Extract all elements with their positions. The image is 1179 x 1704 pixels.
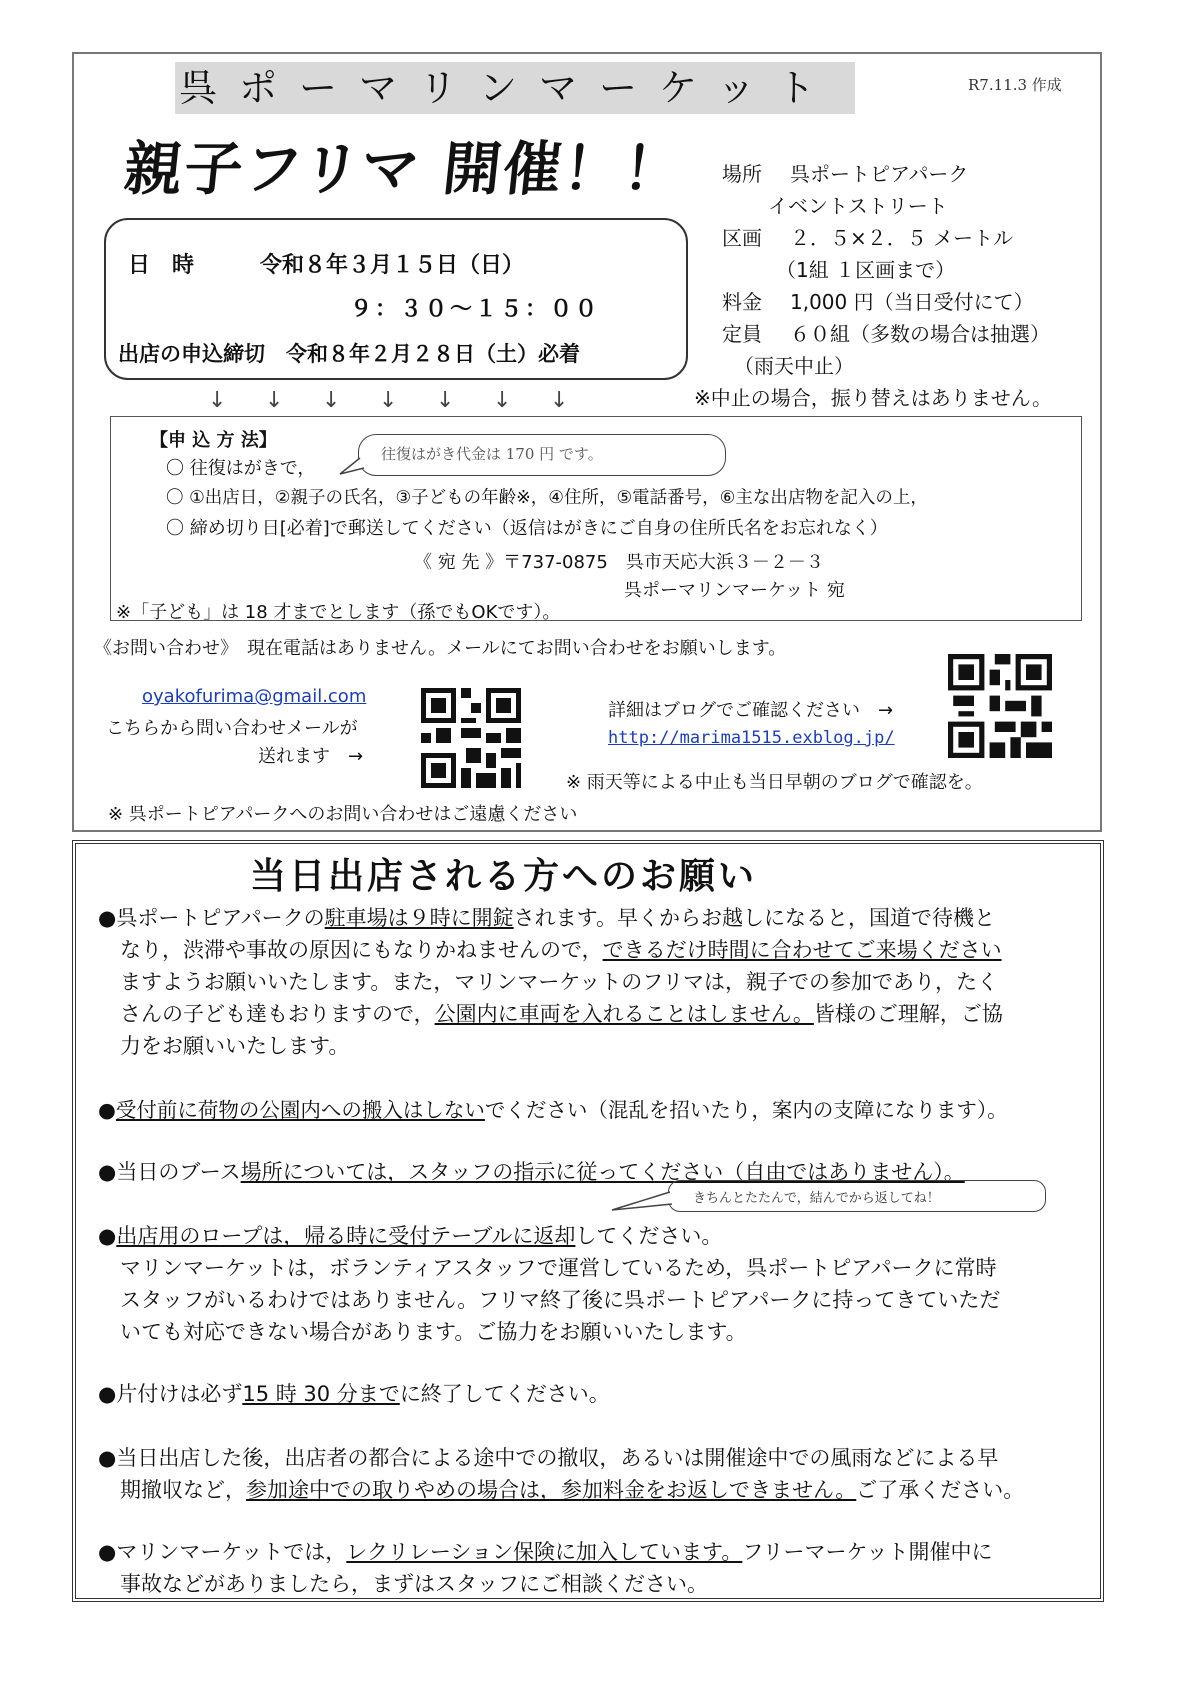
request-1-underline-a: 駐車場は９時に開錠	[324, 906, 514, 930]
place-value-2: イベントストリート	[768, 194, 948, 218]
arrow-down-icon: ↓	[436, 388, 455, 413]
deadline: 出店の申込締切 令和８年２月２８日（土）必着	[118, 342, 580, 366]
request-2	[98, 1094, 1008, 1126]
bullet: ●	[98, 1224, 117, 1248]
park-inquiry-note: ※ 呉ポートピアパークへのお問い合わせはご遠慮ください	[108, 804, 578, 825]
request-1-line-3: ますようお願いいたします。また，マリンマーケットのフリマは，親子での参加であり，たく	[120, 970, 999, 994]
arrow-down-icon: ↓	[379, 388, 398, 413]
request-4-text: してください。	[575, 1224, 723, 1248]
request-4-line-4: いても対応できない場合があります。ご協力をお願いいたします。	[120, 1320, 747, 1344]
fee-value: 1,000 円（当日受付にて）	[790, 290, 1034, 314]
application-item-3: 〇 締め切り日[必着]で郵送してください（返信はがきにご自身の住所氏名をお忘れなく）	[166, 518, 888, 539]
request-4-line-1	[98, 1220, 722, 1252]
email-note-2: 送れます →	[258, 746, 364, 767]
date-label: 日 時	[128, 253, 195, 278]
requests-title: 当日出店される方へのお願い	[250, 856, 758, 897]
request-3-text: ●当日のブース	[98, 1160, 241, 1184]
request-1-line-1	[98, 902, 995, 934]
request-1-text-b: されます。早くからお越しになると，国道で待機と	[513, 906, 995, 930]
bullet: ●	[98, 1098, 116, 1122]
area-note: （1組 １区画まで）	[776, 258, 956, 282]
time-value: ９：３０〜１５：００	[350, 297, 601, 322]
request-2-text: でください（混乱を招いたり，案内の支障になります）。	[484, 1098, 1008, 1122]
place-value: 呉ポートピアパーク	[790, 162, 969, 186]
request-5-text-b: に終了してください。	[399, 1382, 610, 1406]
rain-note: （雨天中止）	[734, 354, 854, 378]
rain-blog-note: ※ 雨天等による中止も当日早朝のブログで確認を。	[566, 772, 983, 793]
request-1-line-2	[120, 934, 1002, 966]
blog-note: 詳細はブログでご確認ください →	[608, 700, 894, 721]
request-6-line-2	[120, 1474, 1024, 1506]
rope-return-bubble: きちんとたたんで，結んでから返してね！	[668, 1180, 1046, 1212]
market-name-band: 呉ポーマリンマーケット	[175, 62, 855, 114]
request-5-text-a: ●片付けは必ず	[98, 1382, 243, 1406]
postcard-price-bubble: 往復はがき代金は 170 円 です。	[358, 434, 726, 476]
request-1-underline-c: 公園内に車両を入れることはしません。	[434, 1002, 814, 1026]
email-note-1: こちらから問い合わせメールが	[106, 718, 358, 739]
application-title: 【申 込 方 法】	[150, 430, 277, 451]
request-4-line-2: マリンマーケットは，ボランティアスタッフで運営しているため，呉ポートピアパークに常時	[120, 1256, 997, 1280]
address-line-1: 《 宛 先 》〒737-0875 呉市天応大浜３－２－３	[414, 552, 824, 573]
bubble-tail-icon	[338, 452, 368, 478]
request-4-line-3: スタッフがいるわけではありません。フリマ終了後に呉ポートピアパークに持ってきていただ	[120, 1288, 1001, 1312]
request-1-line-5: 力をお願いいたします。	[120, 1034, 350, 1058]
area-value: ２．５×２．５ メートル	[790, 226, 1014, 250]
email-qr-code-icon[interactable]	[420, 688, 522, 788]
request-7-underline: レクリレーション保険に加入しています。	[346, 1540, 743, 1564]
place-label: 場所	[722, 162, 762, 186]
application-item-2: 〇 ①出店日，②親子の氏名，③子どもの年齢※，④住所，⑤電話番号，⑥主な出店物を記入の上，	[166, 488, 928, 508]
request-6-text-b: ご了承ください。	[856, 1478, 1025, 1502]
request-1-text-a: ●呉ポートピアパークの	[98, 906, 325, 930]
blog-qr-code-icon[interactable]	[948, 654, 1052, 758]
request-4-underline: 出店用のロープは，帰る時に受付テーブルに返却	[116, 1224, 576, 1248]
request-1-text-e: 皆様のご理解，ご協	[813, 1002, 1003, 1026]
address-line-2: 呉ポーマリンマーケット 宛	[624, 580, 845, 601]
request-2-underline: 受付前に荷物の公園内への搬入はしない	[115, 1098, 485, 1122]
cancel-note: ※中止の場合，振り替えはありません。	[694, 386, 1052, 410]
inquiry-note: 《お問い合わせ》 現在電話はありません。メールにてお問い合わせをお願いします。	[94, 638, 787, 659]
arrow-down-icon: ↓	[265, 388, 284, 413]
request-1-text-c: なり，渋滞や事故の原因にもなりかねませんので，	[120, 938, 603, 962]
date-value: 令和８年３月１５日（日）	[260, 253, 525, 278]
arrow-down-icon: ↓	[322, 388, 341, 413]
arrow-down-icon: ↓	[493, 388, 512, 413]
request-5	[98, 1378, 610, 1410]
request-7-text-a: ●マリンマーケットでは，	[98, 1540, 347, 1564]
application-item-1: 〇 往復はがきで，	[166, 458, 316, 479]
headline: 親子フリマ 開催！！	[120, 135, 687, 203]
request-3-underline: 場所については，スタッフの指示に従ってください（自由ではありません）。	[240, 1160, 965, 1184]
capacity-value: ６０組（多数の場合は抽選）	[790, 322, 1050, 346]
blog-link[interactable]: http://marima1515.exblog.jp/	[608, 728, 895, 748]
request-6-line-1: ●当日出店した後，出店者の都合による途中での撤収，あるいは開催途中での風雨などによる早	[98, 1446, 999, 1470]
arrow-down-icon: ↓	[208, 388, 227, 413]
request-1-text-d: さんの子ども達もおりますので，	[120, 1002, 435, 1026]
fee-label: 料金	[722, 290, 762, 314]
capacity-label: 定員	[722, 322, 762, 346]
request-6-text-a: 期撤収など，	[120, 1478, 246, 1502]
email-link[interactable]: oyakofurima@gmail.com	[142, 686, 367, 707]
area-label: 区画	[722, 226, 762, 250]
request-1-line-4	[120, 998, 1003, 1030]
bubble-tail-icon	[610, 1188, 676, 1214]
arrow-down-icon: ↓	[550, 388, 569, 413]
request-7-line-1	[98, 1536, 992, 1568]
request-1-underline-b: できるだけ時間に合わせてご来場ください	[602, 938, 1002, 962]
request-5-underline: 15 時 30 分まで	[242, 1382, 400, 1406]
request-6-underline: 参加途中での取りやめの場合は，参加料金をお返しできません。	[246, 1478, 857, 1502]
request-7-text-b: フリーマーケット開催中に	[742, 1540, 993, 1564]
created-date: R7.11.3 作成	[968, 76, 1062, 94]
child-age-note: ※「子ども」は 18 才までとします（孫でもOKです）。	[116, 602, 561, 623]
request-7-line-2: 事故などがありましたら，まずはスタッフにご相談ください。	[120, 1572, 708, 1596]
